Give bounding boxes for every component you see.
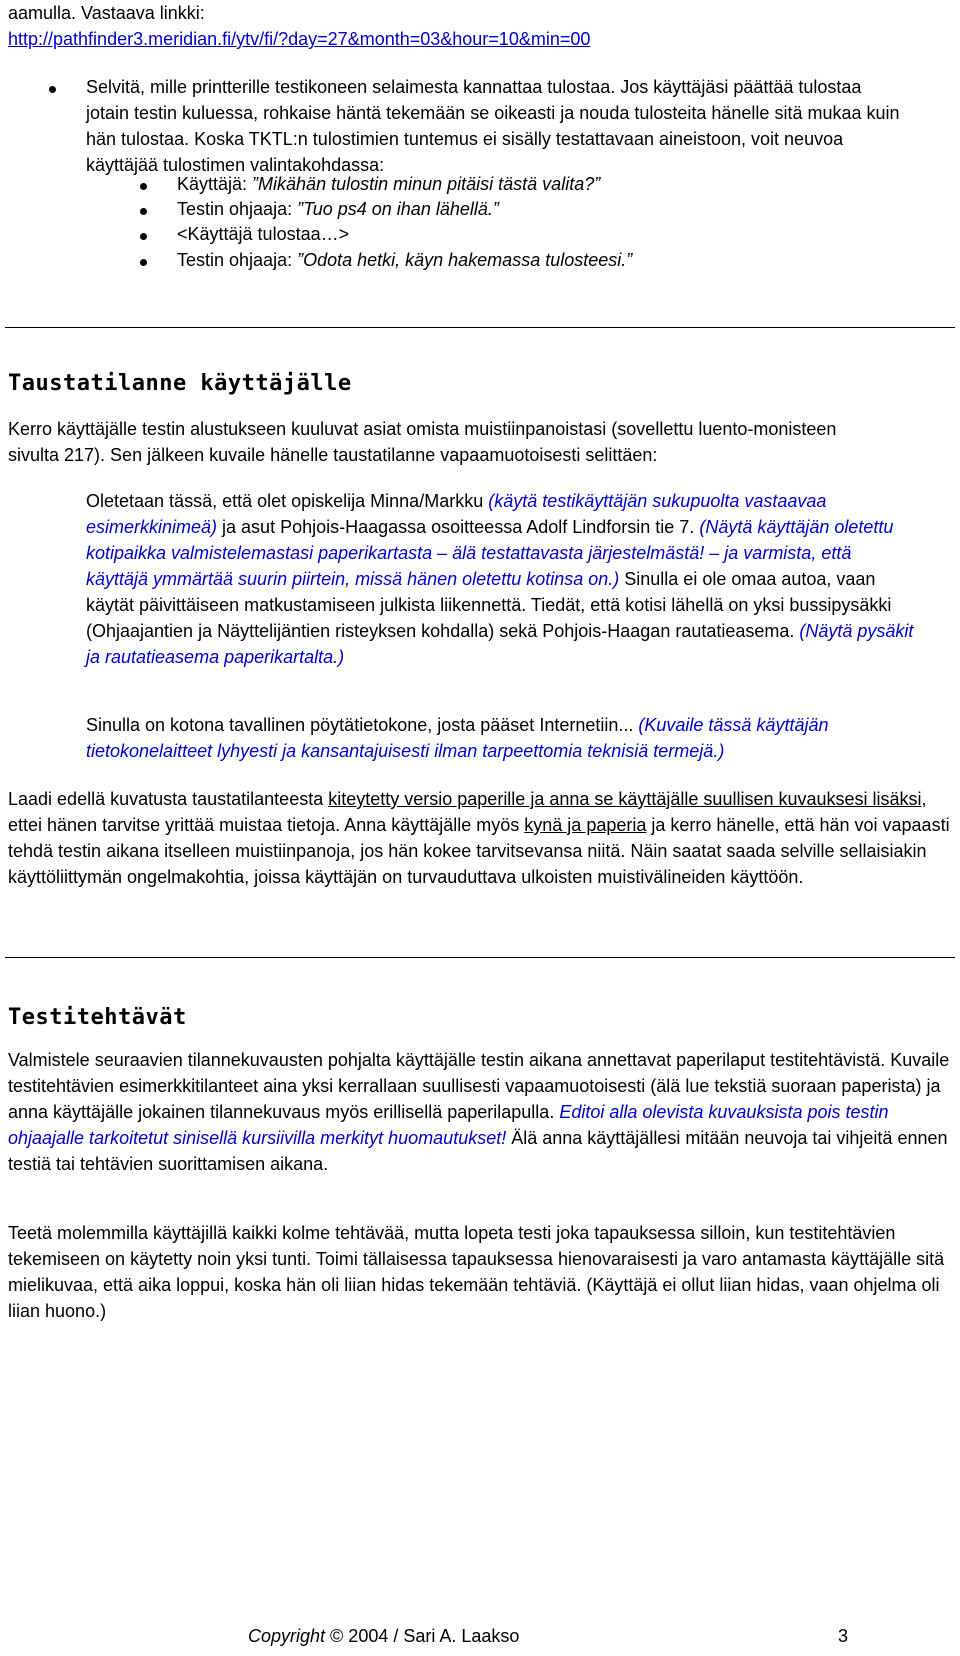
scenario-text: ja asut Pohjois-Haagassa osoitteessa Adolf Lindforsin tie 7. xyxy=(217,517,700,537)
bullet-dot xyxy=(49,86,56,93)
instructor-note: (käytä testikäyttäjän sukupuolta vastaavaa esimerkkinimeä) xyxy=(86,491,827,537)
bullet-dot xyxy=(140,259,147,266)
dialog-line-instructor xyxy=(177,247,632,273)
background-scenario xyxy=(86,488,916,670)
dialog-quote: ”Odota hetki, käyn hakemassa tulosteesi.” xyxy=(297,250,633,270)
dialog-line-user xyxy=(177,171,600,197)
dialog-line-action xyxy=(177,221,349,247)
copyright-rest: © 2004 / Sari A. Laakso xyxy=(325,1626,520,1646)
copyright-notice xyxy=(248,1623,519,1649)
scenario-text: Sinulla on kotona tavallinen pöytätietokone, josta pääset Internetiin... xyxy=(86,715,639,735)
bullet-dot xyxy=(140,233,147,240)
intro-text xyxy=(8,0,953,52)
dialog-speaker: Testin ohjaaja: xyxy=(177,199,298,219)
background-computer xyxy=(86,712,916,764)
tasks-text: Älä anna käyttäjällesi mitään neuvoja tai vihjeitä ennen testiä tai tehtävien suorittamisen aikana. xyxy=(8,1128,948,1174)
section-divider xyxy=(5,327,955,328)
tasks-text: Valmistele seuraavien tilannekuvausten pohjalta käyttäjälle testin aikana annettavat paperilaput testitehtävistä. Kuvaile testitehtävien esimerkkitilanteet aina yksi kerrallaan suullisesti vapaamuotoisesti (älä lue tekstiä suoraan paperista) ja anna käyttäjälle jokainen tilannekuvaus myös erillisellä paperilapulla. xyxy=(8,1050,950,1122)
dialog-quote: ”Mikähän tulostin minun pitäisi tästä valita?” xyxy=(252,174,601,194)
tasks-paragraph-1 xyxy=(8,1047,953,1177)
printer-instructions: Selvitä, mille printterille testikoneen selaimesta kannattaa tulostaa. Jos käyttäjäsi päättää tulostaa jotain testin kuluessa, rohkaise häntä tekemään se oikeasti ja nouda tulosteita hänelle sitä mukaa kuin hän tulostaa. Koska TKTL:n tulostimien tuntemus ei sisälly testattavaan aineistoon, voit neuvoa käyttäjää tulostimen valintakohdassa: xyxy=(86,77,900,175)
closing-text: , ettei hänen tarvitse yrittää muistaa tietoja. Anna käyttäjälle myös xyxy=(8,789,927,835)
dialog-action: <Käyttäjä tulostaa…> xyxy=(177,224,350,244)
closing-text: Laadi edellä kuvatusta taustatilanteesta xyxy=(8,789,329,809)
instructor-note: (Kuvaile tässä käyttäjän tietokonelaitteet lyhyesti ja kansantajuisesti ilman tarpeettomia teknisiä termejä.) xyxy=(86,715,829,761)
section-heading-tasks: Testitehtävät xyxy=(8,1005,187,1030)
dialog-line-instructor xyxy=(177,196,499,222)
background-intro: Kerro käyttäjälle testin alustukseen kuuluvat asiat omista muistiinpanoistasi (sovellettu luento-monisteen sivulta 217). Sen jälkeen kuvaile hänelle taustatilanne vapaamuotoisesti selittäen: xyxy=(8,419,837,465)
instructor-note: Editoi alla olevista kuvauksista pois testin ohjaajalle tarkoitetut sinisellä kursiivilla merkityt huomautukset! xyxy=(8,1102,889,1148)
scenario-text: Sinulla ei ole omaa autoa, vaan käytät päivittäiseen matkustamiseen julkista liikennettä. Tiedät, että kotisi lähellä on yksi bussipysäkki (Ohjaajantien ja Näyttelijäntien risteyksen kohdalla) sekä Pohjois-Haagan rautatieasema. xyxy=(86,569,892,641)
underlined-text: kiteytetty versio paperille ja anna se käyttäjälle suullisen kuvauksesi lisäksi xyxy=(328,789,922,809)
dialog-quote: ”Tuo ps4 on ihan lähellä.” xyxy=(297,199,499,219)
scenario-text: Oletetaan tässä, että olet opiskelija Minna/Markku xyxy=(86,491,489,511)
section-heading-background: Taustatilanne käyttäjälle xyxy=(8,371,352,396)
section-divider xyxy=(5,957,955,958)
pathfinder-link[interactable]: http://pathfinder3.meridian.fi/ytv/fi/?day=27&month=03&hour=10&min=00 xyxy=(8,29,591,49)
bullet-dot xyxy=(140,183,147,190)
intro-text-line: aamulla. Vastaava linkki: xyxy=(8,3,205,23)
dialog-speaker: Testin ohjaaja: xyxy=(177,250,298,270)
dialog-speaker: Käyttäjä: xyxy=(177,174,253,194)
copyright-word: Copyright xyxy=(248,1626,326,1646)
instructor-note: (Näytä pysäkit ja rautatieasema paperikartalta.) xyxy=(86,621,914,667)
underlined-text: kynä ja paperia xyxy=(524,815,647,835)
bullet-dot xyxy=(140,208,147,215)
instructor-note: (Näytä käyttäjän oletettu kotipaikka valmistelemastasi paperikartasta – älä testattavasta järjestelmästä! – ja varmista, että käyttäjä ymmärtää suurin piirtein, missä hänen oletettu kotinsa on.) xyxy=(86,517,894,589)
background-closing xyxy=(8,786,953,890)
tasks-paragraph-2: Teetä molemmilla käyttäjillä kaikki kolme tehtävää, mutta lopeta testi joka tapauksessa silloin, kun testitehtävien tekemiseen on käytetty noin yksi tunti. Toimi tällaisessa tapauksessa hienovaraisesti ja varo antamasta käyttäjälle sitä mielikuvaa, että aika loppui, koska hän oli liian hidas tekemään tehtäviä. (Käyttäjä ei ollut liian hidas, vaan ohjelma oli liian huono.) xyxy=(8,1223,945,1321)
page-number: 3 xyxy=(838,1626,849,1646)
closing-text: ja kerro hänelle, että hän voi vapaasti tehdä testin aikana itselleen muistiinpanoja, jos hän kokee tarvitsevansa niitä. Näin saatat saada selville sellaisiakin käyttöliittymän ongelmakohtia, joissa käyttäjän on turvauduttava ulkoisten muistivälineiden käyttöön. xyxy=(8,815,950,887)
